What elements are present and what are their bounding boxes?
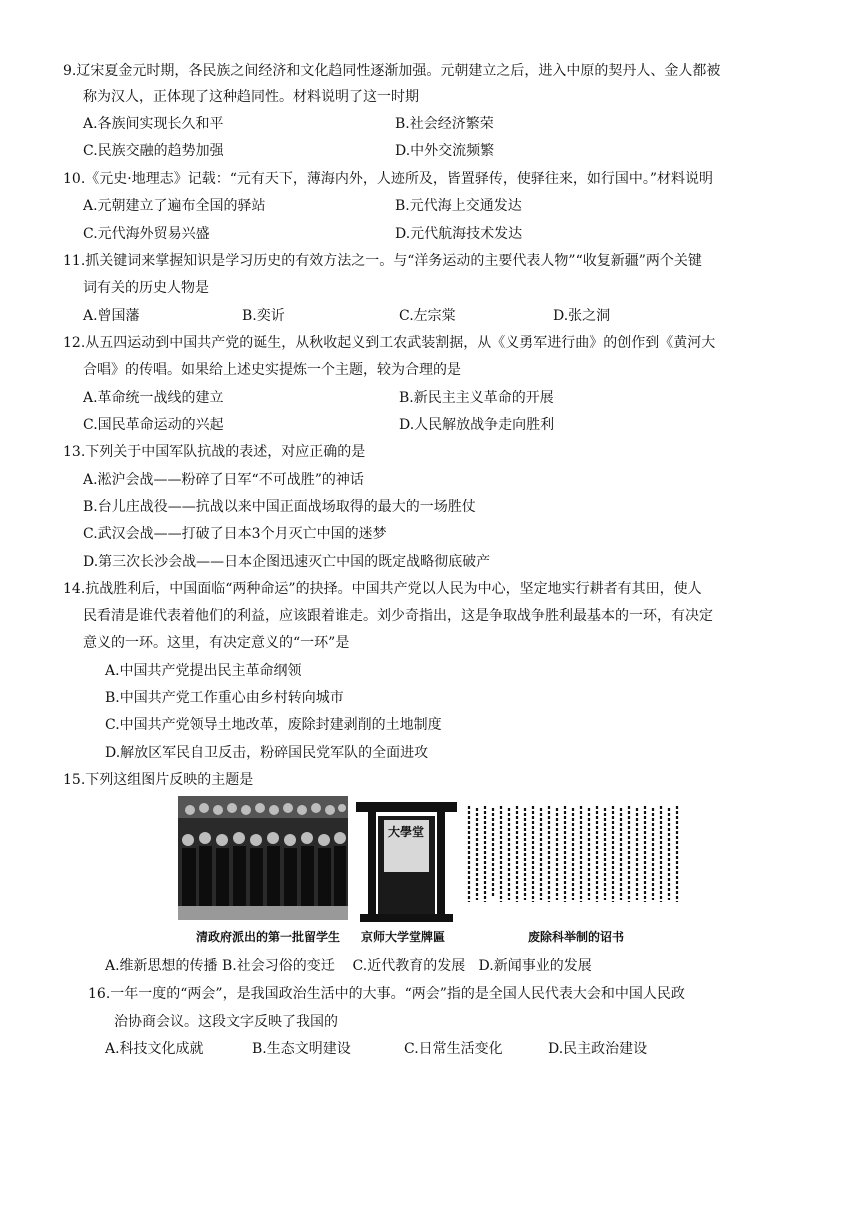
question-10-option-c: C.元代海外贸易兴盛 — [83, 226, 210, 242]
question-14-option-c: C.中国共产党领导土地改革，废除封建剥削的土地制度 — [105, 717, 442, 733]
question-14-option-a: A.中国共产党提出民主革命纲领 — [105, 663, 302, 679]
question-15-line-1: 15.下列这组图片反映的主题是 — [63, 772, 254, 788]
question-12-option-b: B.新民主主义革命的开展 — [399, 390, 554, 406]
question-14-line-1: 14.抗战胜利后，中国面临“两种命运”的抉择。中国共产党以人民为中心，坚定地实行耕者有其田，使人 — [63, 581, 702, 597]
question-9-line-1: 9.辽宋夏金元时期，各民族之间经济和文化趋同性逐渐加强。元朝建立之后，进入中原的契丹人、金人都被 — [63, 63, 721, 79]
question-14-line-2: 民看清是谁代表着他们的利益，应该跟着谁走。刘少奇指出，这是争取战争胜利最基本的一环，有决定 — [83, 608, 713, 624]
question-12-option-a: A.革命统一战线的建立 — [83, 390, 224, 406]
question-16-option-c: C.日常生活变化 — [404, 1041, 503, 1057]
question-12-option-c: C.国民革命运动的兴起 — [83, 417, 224, 433]
edict-document-image — [463, 802, 685, 910]
question-11-line-1: 11.抓关键词来掌握知识是学习历史的有效方法之一。与“洋务运动的主要代表人物”“收复新疆”两个关键 — [63, 253, 702, 269]
question-13-option-a: A.淞沪会战——粉碎了日军“不可战胜”的神话 — [83, 472, 364, 488]
question-10-line-1: 10.《元史·地理志》记载：“元有天下，薄海内外，人迹所及，皆置驿传，使驿往来，如行国中。”材料说明 — [63, 171, 714, 187]
question-16-option-d: D.民主政治建设 — [548, 1041, 648, 1057]
question-14-option-d: D.解放区军民自卫反击，粉碎国民党军队的全面进攻 — [105, 745, 429, 761]
question-12-line-2: 合唱》的传唱。如果给上述史实提炼一个主题，较为合理的是 — [83, 362, 461, 378]
question-15-options: A.维新思想的传播 B.社会习俗的变迁 C.近代教育的发展 D.新闻事业的发展 — [105, 958, 592, 974]
question-11-line-2: 词有关的历史人物是 — [83, 280, 209, 296]
plaque-caption: 京师大学堂牌匾 — [361, 930, 446, 944]
question-11-option-d: D.张之洞 — [553, 308, 611, 324]
question-9-option-a: A.各族间实现长久和平 — [83, 116, 224, 132]
question-13-line-1: 13.下列关于中国军队抗战的表述，对应正确的是 — [63, 444, 366, 460]
question-12-option-d: D.人民解放战争走向胜利 — [399, 417, 555, 433]
question-9-line-2: 称为汉人，正体现了这种趋同性。材料说明了这一时期 — [83, 89, 419, 105]
question-13-option-c: C.武汉会战——打破了日本3个月灭亡中国的迷梦 — [83, 526, 387, 542]
question-10-option-b: B.元代海上交通发达 — [395, 198, 522, 214]
question-13-option-d: D.第三次长沙会战——日本企图迅速灭亡中国的既定战略彻底破产 — [83, 554, 491, 570]
question-10-option-a: A.元朝建立了遍布全国的驿站 — [83, 198, 266, 214]
question-14-line-3: 意义的一环。这里，有决定意义的“一环”是 — [83, 635, 350, 651]
university-plaque-image — [354, 796, 459, 924]
question-9-option-b: B.社会经济繁荣 — [395, 116, 494, 132]
question-16-line-2: 治协商会议。这段文字反映了我国的 — [114, 1014, 338, 1030]
plaque-inscription: 大學堂 — [387, 825, 424, 839]
students-photo-image — [178, 796, 348, 920]
students-photo-caption: 清政府派出的第一批留学生 — [196, 930, 341, 944]
question-11-option-c: C.左宗棠 — [399, 308, 456, 324]
question-10-option-d: D.元代航海技术发达 — [395, 226, 523, 242]
question-14-option-b: B.中国共产党工作重心由乡村转向城市 — [105, 690, 344, 706]
question-11-option-a: A.曾国藩 — [83, 308, 140, 324]
edict-caption: 废除科举制的诏书 — [528, 930, 625, 944]
question-13-option-b: B.台儿庄战役——抗战以来中国正面战场取得的最大的一场胜仗 — [83, 499, 476, 515]
question-11-option-b: B.奕䜣 — [242, 308, 285, 324]
question-12-line-1: 12.从五四运动到中国共产党的诞生，从秋收起义到工农武装割据，从《义勇军进行曲》的创作到《黄河大 — [63, 335, 716, 351]
question-9-option-d: D.中外交流频繁 — [395, 143, 495, 159]
question-9-option-c: C.民族交融的趋势加强 — [83, 143, 224, 159]
question-16-option-b: B.生态文明建设 — [252, 1041, 351, 1057]
question-16-option-a: A.科技文化成就 — [105, 1041, 204, 1057]
question-16-line-1: 16.一年一度的“两会”，是我国政治生活中的大事。“两会”指的是全国人民代表大会和中国人民政 — [88, 986, 685, 1002]
